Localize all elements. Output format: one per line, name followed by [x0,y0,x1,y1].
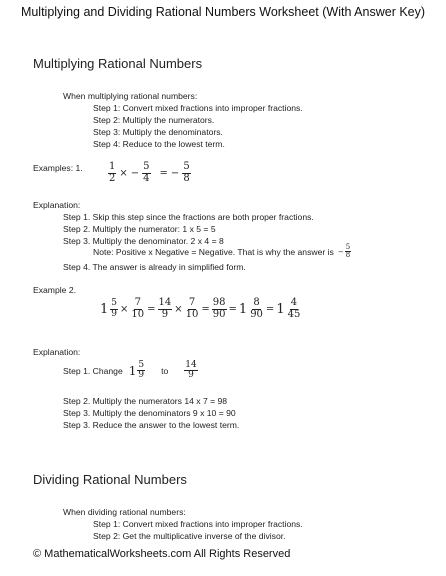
mixed-fraction [129,361,145,381]
denominator: 4 [143,172,150,184]
denominator: 9 [138,370,145,381]
explanation-1-line: Step 2. Multiply the numerator: 1 x 5 = 5 [63,224,216,234]
denominator: 90 [212,308,226,320]
denominator: 2 [109,172,116,184]
numerator: 5 [111,298,118,309]
example-2-equation [100,298,301,320]
denominator: 9 [161,308,169,320]
fraction [212,298,227,320]
explanation-1-note [93,244,351,260]
numerator: 14 [185,360,197,370]
equals-sign: = [159,167,168,179]
numerator: 5 [138,360,145,370]
numerator: 1 [109,161,116,172]
explanation-2-line: Step 2. Multiply the numerators 14 x 7 = 98 [63,396,228,406]
fraction [185,298,200,320]
minus-sign: − [130,167,140,179]
explanation-2-line: Step 3. Multiply the denominators 9 x 10 = 90 [63,408,236,418]
times-sign: × [119,167,128,179]
denominator: 45 [287,308,301,320]
fraction [108,162,116,184]
whole-number: 1 [128,363,137,378]
explanation-2-label: Explanation: [33,347,81,357]
denominator: 8 [345,251,351,260]
dividing-step-2: Step 2: Get the multiplicative inverse of the divisor. [93,531,286,541]
explanation-1-line: Step 3. Multiply the denominator. 2 x 4 = 8 [63,236,224,246]
numerator: 5 [183,161,190,172]
multiplying-step-3: Step 3: Multiply the denominators. [93,127,223,137]
example-2-label: Example 2. [33,285,76,295]
example-1-label: Examples: 1. [33,163,83,173]
numerator: 5 [143,161,150,172]
minus-sign: − [337,247,344,256]
minus-sign: − [170,167,180,179]
fraction [184,361,197,381]
page-title: Multiplying and Dividing Rational Numbers Worksheet (With Answer Key) [20,5,426,19]
fraction [158,298,173,320]
fraction [142,162,150,184]
equals-sign: = [228,303,237,315]
dividing-step-1: Step 1: Convert mixed fractions into improper fractions. [93,519,303,529]
example-1-equation [108,162,191,184]
fraction [182,162,190,184]
multiplying-step-2: Step 2: Multiply the numerators. [93,115,215,125]
explanation-2-step-1 [63,361,198,381]
fraction [345,244,351,260]
note-text: Note: Positive x Negative = Negative. That is why the answer is [93,246,334,257]
numerator: 5 [345,243,351,251]
whole-number: 1 [238,301,248,317]
explanation-1-line: Step 1. Skip this step since the fractions are both proper fractions. [63,212,314,222]
equals-sign: = [201,303,210,315]
fraction [287,298,302,320]
numerator: 8 [253,297,260,308]
note-fraction [338,244,351,260]
section-heading-dividing: Dividing Rational Numbers [33,472,187,487]
denominator: 10 [131,308,145,320]
numerator: 4 [290,297,298,308]
whole-number: 1 [100,301,109,317]
fraction [110,299,118,319]
numerator: 7 [134,297,141,308]
times-sign: × [120,303,129,315]
numerator: 7 [188,297,196,308]
denominator: 9 [111,308,118,319]
times-sign: × [174,303,183,315]
equals-sign: = [265,303,275,315]
copyright-footer: © MathematicalWorksheets.com All Rights Reserved [33,548,291,560]
fraction [137,361,145,381]
dividing-intro: When dividing rational numbers: [63,507,186,517]
step-text: Step 1. Change [63,365,123,376]
section-heading-multiplying: Multiplying Rational Numbers [33,56,203,71]
denominator: 9 [188,370,194,381]
multiplying-step-1: Step 1: Convert mixed fractions into improper fractions. [93,103,303,113]
multiplying-intro: When multiplying rational numbers: [63,91,198,101]
numerator: 98 [212,297,226,308]
explanation-1-line: Step 4. The answer is already in simplified form. [63,262,246,272]
denominator: 8 [183,172,190,184]
fraction [249,298,264,320]
numerator: 14 [158,297,172,308]
fraction [130,298,145,320]
explanation-2-line: Step 3. Reduce the answer to the lowest term. [63,420,240,430]
multiplying-step-4: Step 4: Reduce to the lowest term. [93,139,225,149]
denominator: 90 [250,308,263,320]
denominator: 10 [185,308,199,320]
explanation-1-label: Explanation: [33,200,81,210]
equals-sign: = [147,303,156,315]
whole-number: 1 [276,301,285,317]
to-text: to [161,365,169,376]
